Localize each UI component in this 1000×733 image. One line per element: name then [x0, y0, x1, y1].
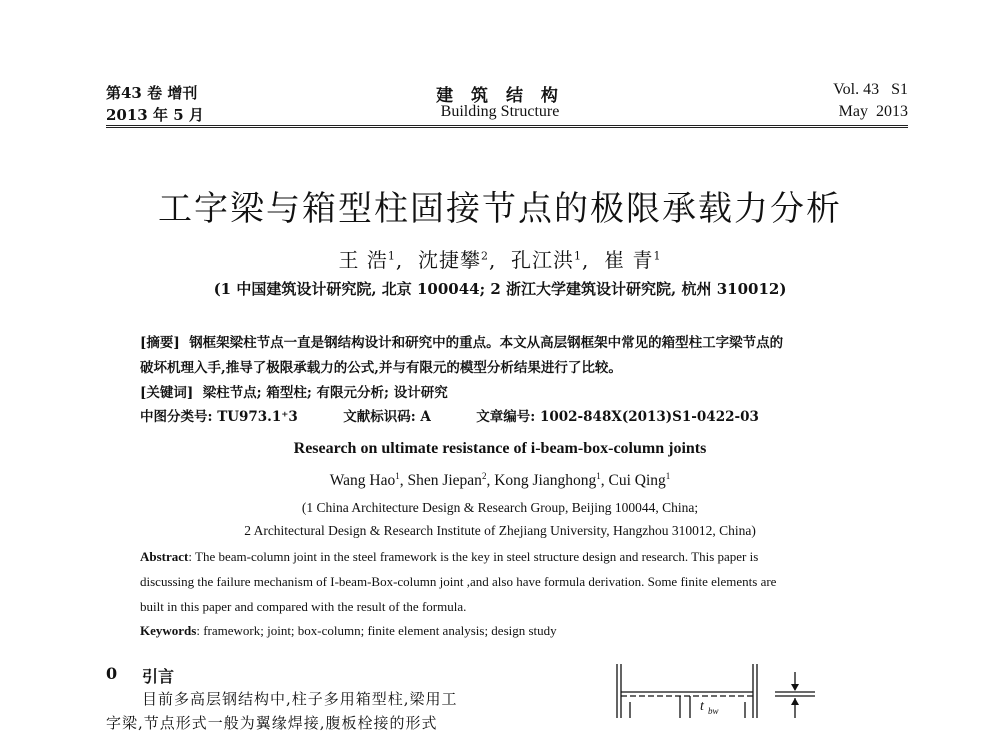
abstract-zh-line1: [140, 331, 783, 351]
english-author-list: Wang Hao$^1$, Shen Jiepan$^2$, Kong Jianghong$^1$, Cui Qing$^1$: [329, 471, 671, 490]
clc-label: 中图分类号:: [140, 409, 213, 425]
affiliation: (1 中国建筑设计研究院, 北京 100044; 2 浙江大学建筑设计研究院, 杭州 310012): [213, 280, 787, 298]
body-text-line1: 目前多高层钢结构中,柱子多用箱型柱,梁用工: [142, 690, 458, 708]
header-rule-top: [106, 125, 908, 126]
author-affil-mark: 2: [481, 471, 487, 481]
journal-date-zh: 2013 年 5 月: [106, 106, 204, 124]
journal-date-en: May 2013: [838, 103, 908, 120]
header-rule-bottom: [106, 127, 908, 128]
body-text-line2: 字梁,节点形式一般为翼缘焊接,腹板栓接的形式: [106, 714, 438, 732]
english-title: Research on ultimate resistance of i-beam-box-column joints: [293, 440, 707, 457]
classification-line: [140, 405, 759, 425]
author-name: 王 浩: [338, 248, 388, 272]
author-name: Cui Qing: [608, 472, 666, 490]
author-name: 孔江洪: [511, 248, 575, 272]
english-affiliation-2: 2 Architectural Design & Research Institute of Zhejiang University, Hangzhou 310012, China): [244, 523, 756, 538]
author-affil-mark: 1: [574, 249, 583, 263]
english-affiliation-1: (1 China Architecture Design & Research Group, Beijing 100044, China;: [301, 500, 699, 515]
abstract-zh-text: 钢框架梁柱节点一直是钢结构设计和研究中的重点。本文从高层钢框架中常见的箱型柱工字梁节点的: [189, 335, 784, 351]
author-affil-mark: 1: [387, 249, 396, 263]
author-name: 沈捷攀: [417, 248, 481, 272]
doc-code-label: 文献标识码:: [343, 409, 416, 425]
author-name: Wang Hao: [329, 472, 396, 490]
author-name: Kong Jianghong: [494, 472, 597, 490]
journal-name-en: Building Structure: [440, 103, 560, 120]
section-title: 引言: [142, 667, 175, 686]
english-keywords-text: : framework; joint; box-column; finite element analysis; design study: [196, 623, 557, 638]
author-affil-mark: 1: [596, 471, 601, 481]
journal-name-zh: 建 筑 结 构: [436, 86, 564, 106]
thickness-label-subscript: bw: [708, 706, 719, 716]
journal-volume: Vol. 43 S1: [833, 81, 908, 98]
english-abstract-line3: built in this paper and compared with the result of the formula.: [140, 599, 467, 614]
author-name: Shen Jiepan: [407, 472, 482, 490]
doc-code-value: A: [420, 409, 431, 425]
english-keywords: [140, 623, 557, 639]
keywords-zh-label: [关键词]: [140, 385, 194, 401]
english-abstract-line2: discussing the failure mechanism of I-beam-Box-column joint ,and also have formula derivation. Some finite elements are: [140, 574, 777, 589]
english-abstract-label: Abstract: [140, 549, 189, 564]
english-abstract-text: : The beam-column joint in the steel framework is the key in steel structure design and research. This paper is: [188, 549, 759, 564]
clc-value: TU973.1⁺3: [217, 409, 298, 425]
author-affil-mark: 1: [395, 471, 400, 481]
thickness-label: t: [700, 699, 704, 714]
arrow-head-up: [791, 698, 799, 705]
keywords-zh: [140, 381, 448, 401]
arrow-head-down: [791, 684, 799, 691]
abstract-zh-label: [摘要]: [140, 335, 180, 351]
author-affil-mark: 1: [665, 471, 671, 481]
author-name: 崔 青: [604, 248, 654, 272]
english-keywords-label: Keywords: [140, 623, 197, 638]
paper-title: 工字梁与箱型柱固接节点的极限承载力分析: [158, 189, 842, 229]
section-number: 0: [106, 664, 118, 683]
keywords-zh-text: 梁柱节点; 箱型柱; 有限元分析; 设计研究: [202, 385, 448, 401]
author-affil-mark: 2: [480, 249, 489, 263]
joint-diagram: [600, 660, 830, 718]
english-abstract-line1: [140, 549, 758, 565]
author-affil-mark: 1: [653, 249, 662, 263]
article-number-label: 文章编号:: [476, 409, 536, 425]
abstract-zh-line2: 破坏机理入手,推导了极限承载力的公式,并与有限元的模型分析结果进行了比较。: [140, 360, 622, 376]
article-number-value: 1002-848X(2013)S1-0422-03: [539, 409, 759, 425]
journal-issue: 第43 卷 增刊: [106, 84, 198, 102]
author-list: 王 浩$^1$, 沈捷攀$^2$, 孔江洪$^1$, 崔 青$^1$: [338, 248, 662, 272]
